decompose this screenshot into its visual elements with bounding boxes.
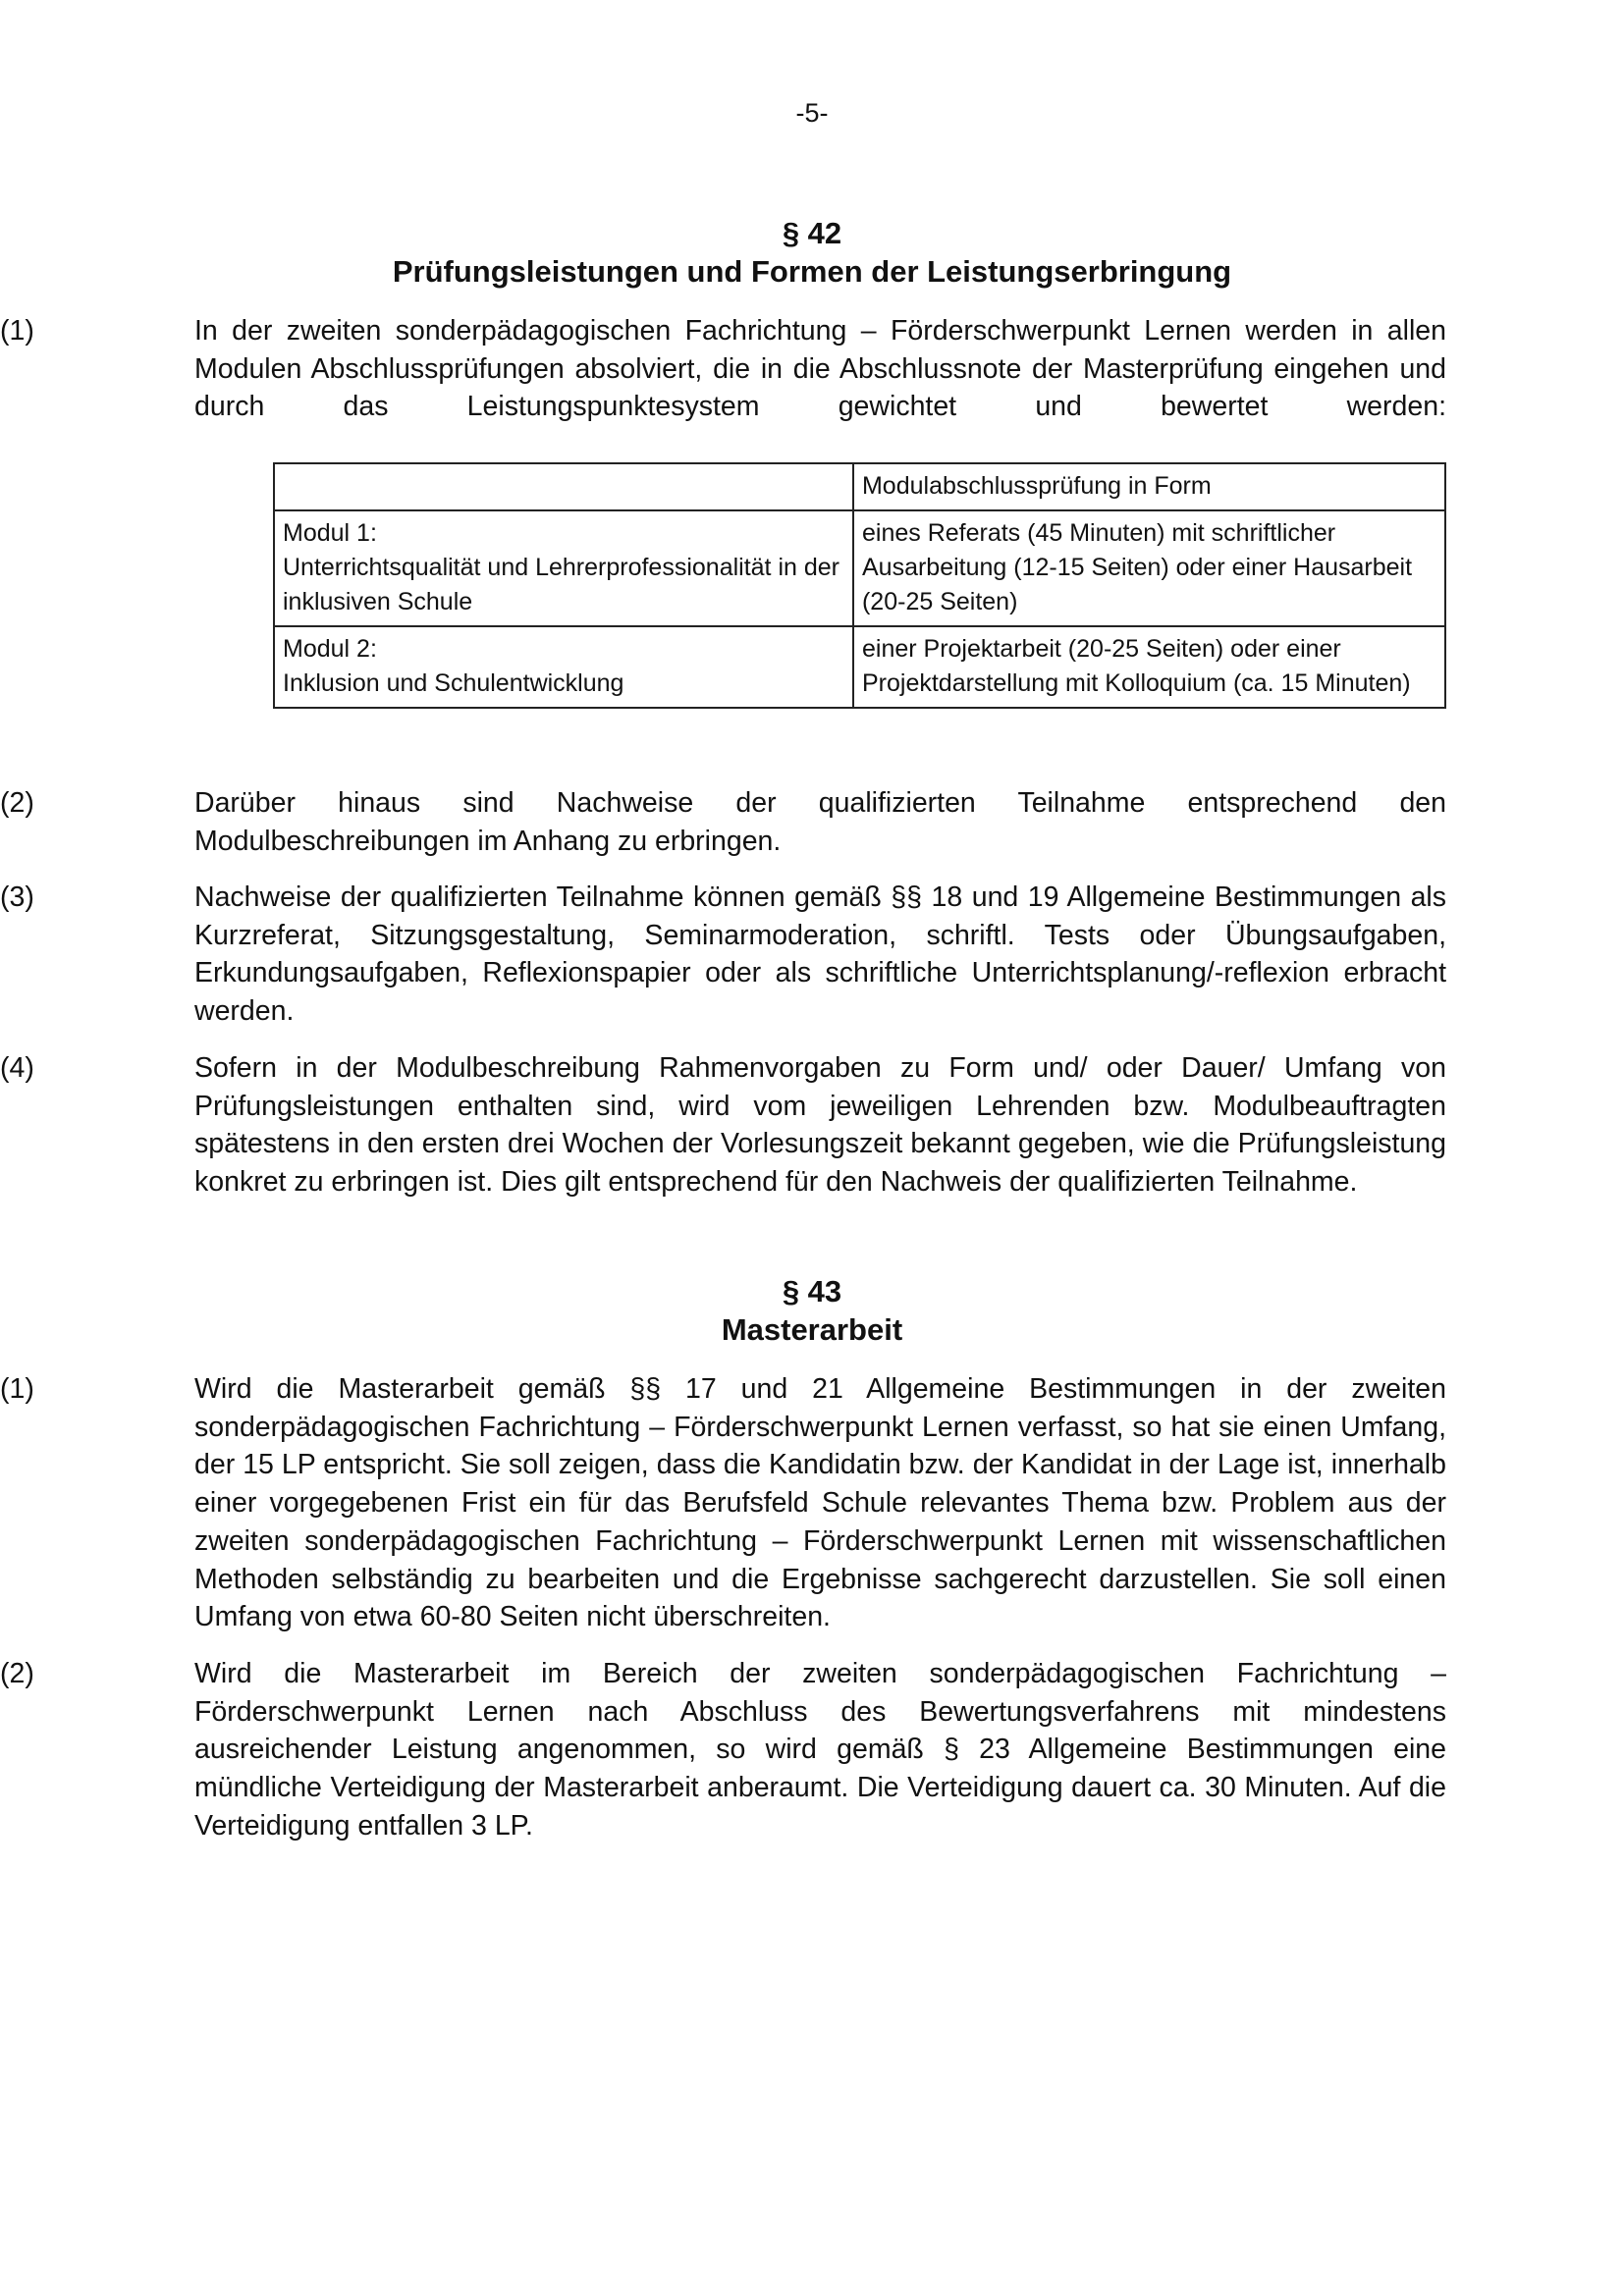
exam-forms-table xyxy=(273,462,1446,709)
cell-line: Modul 1: xyxy=(283,519,377,547)
cell-line: Ausarbeitung (12-15 Seiten) oder einer Hausarbeit xyxy=(861,554,1413,581)
section-42-heading xyxy=(0,214,1624,291)
table-row xyxy=(274,510,1445,626)
paragraph-42-2 xyxy=(0,784,1446,860)
section-number: § 42 xyxy=(782,216,842,250)
paragraph-42-4 xyxy=(0,1049,1446,1201)
cell-line: inklusiven Schule xyxy=(283,588,473,615)
paragraph-number: (2) xyxy=(0,787,34,819)
section-title: Prüfungsleistungen und Formen der Leistungserbringung xyxy=(392,254,1232,289)
paragraph-text: In der zweiten sonderpädagogischen Fachrichtung – Förderschwerpunkt Lernen werden in allen Modulen Abschlussprüfungen absolviert, die in die Abschlussnote der Masterprüfung eingehen und durch das Leistungspunktesystem gewichtet und bewertet werden: xyxy=(194,315,1446,423)
paragraph-number: (2) xyxy=(0,1658,34,1689)
module-cell xyxy=(274,626,853,708)
paragraph-number: (3) xyxy=(0,881,34,913)
paragraph-text: Sofern in der Modulbeschreibung Rahmenvorgaben zu Form und/ oder Dauer/ Umfang von Prüfungsleistungen enthalten sind, wird vom jeweiligen Lehrenden bzw. Modulbeauftragten spätestens in den ersten drei Wochen der Vorlesungszeit bekannt gegeben, wie die Prüfungsleistung konkret zu erbringen ist. Dies gilt entsprechend für den Nachweis der qualifizierten Teilnahme. xyxy=(194,1052,1446,1199)
paragraph-text: Wird die Masterarbeit im Bereich der zweiten sonderpädagogischen Fachrichtung – Förderschwerpunkt Lernen nach Abschluss des Bewertungsverfahrens mit mindestens ausreichender Leistung angenommen, so wird gemäß § 23 Allgemeine Bestimmungen eine mündliche Verteidigung der Masterarbeit anberaumt. Die Verteidigung dauert ca. 30 Minuten. Auf die Verteidigung entfallen 3 LP. xyxy=(194,1658,1446,1842)
page-number: -5- xyxy=(795,98,829,128)
table-header-row xyxy=(274,463,1445,510)
section-43-heading xyxy=(0,1272,1624,1349)
section-number: § 43 xyxy=(782,1274,842,1308)
cell-line: Unterrichtsqualität und Lehrerprofessionalität in der xyxy=(283,554,839,581)
paragraph-43-1 xyxy=(0,1370,1446,1636)
paragraph-text: Wird die Masterarbeit gemäß §§ 17 und 21 Allgemeine Bestimmungen in der zweiten sonderpädagogischen Fachrichtung – Förderschwerpunkt Lernen verfasst, so hat sie einen Umfang, der 15 LP entspricht. Sie soll zeigen, dass die Kandidatin bzw. der Kandidat in der Lage ist, innerhalb einer vorgegebenen Frist ein für das Berufsfeld Schule relevantes Thema bzw. Problem aus der zweiten sonderpädagogischen Fachrichtung – Förderschwerpunkt Lernen mit wissenschaftlichen Methoden selbständig zu bearbeiten und die Ergebnisse sachgerecht darzustellen. Sie soll einen Umfang von etwa 60-80 Seiten nicht überschreiten. xyxy=(194,1373,1446,1633)
cell-line: Modul 2: xyxy=(283,635,377,663)
paragraph-42-3 xyxy=(0,879,1446,1031)
paragraph-text: Darüber hinaus sind Nachweise der qualifizierten Teilnahme entsprechend den Modulbeschreibungen im Anhang zu erbringen. xyxy=(194,787,1446,857)
paragraph-text: Nachweise der qualifizierten Teilnahme können gemäß §§ 18 und 19 Allgemeine Bestimmungen als Kurzreferat, Sitzungsgestaltung, Seminarmoderation, schriftl. Tests oder Übungsaufgaben, Erkundungsaufgaben, Reflexionspapier oder als schriftliche Unterrichtsplanung/-reflexion erbracht werden. xyxy=(194,881,1446,1028)
table-row xyxy=(274,626,1445,708)
table-header-cell: Modulabschlussprüfung in Form xyxy=(853,463,1445,510)
module-cell xyxy=(274,510,853,626)
paragraph-number: (1) xyxy=(0,1373,34,1405)
paragraph-43-2 xyxy=(0,1655,1446,1845)
form-cell xyxy=(853,510,1445,626)
paragraph-42-1 xyxy=(0,312,1446,426)
cell-line: Projektdarstellung mit Kolloquium (ca. 15 Minuten) xyxy=(861,669,1411,697)
paragraph-number: (4) xyxy=(0,1052,34,1084)
cell-line: Inklusion und Schulentwicklung xyxy=(283,669,624,697)
cell-line: eines Referats (45 Minuten) mit schriftlicher xyxy=(861,519,1336,547)
cell-line: einer Projektarbeit (20-25 Seiten) oder einer xyxy=(861,635,1341,663)
section-title: Masterarbeit xyxy=(721,1312,903,1347)
paragraph-number: (1) xyxy=(0,315,34,347)
form-cell xyxy=(853,626,1445,708)
table-header-cell xyxy=(274,463,853,510)
cell-line: (20-25 Seiten) xyxy=(861,588,1018,615)
